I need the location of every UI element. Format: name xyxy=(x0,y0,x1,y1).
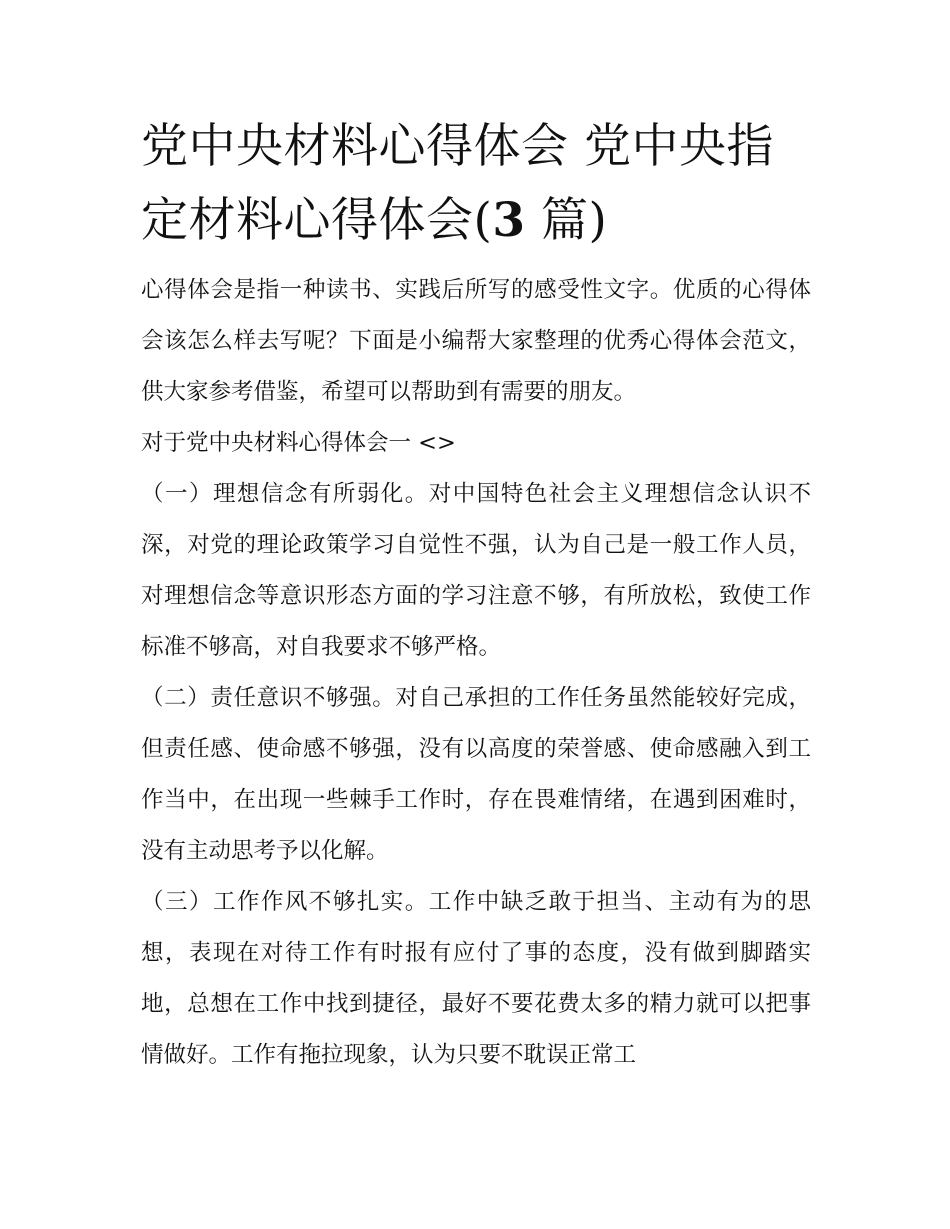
document-title xyxy=(141,110,811,258)
title-suffix: 篇) xyxy=(525,193,608,248)
document-body xyxy=(141,265,811,1081)
paragraph-responsibility: （二）责任意识不够强。对自己承担的工作任务虽然能较好完成，但责任感、使命感不够强，没有以高度的荣誉感、使命感融入到工作当中，在出现一些棘手工作时，存在畏难情绪，在遇到困难时，没有主动思考予以化解。 xyxy=(141,685,811,864)
section-heading: 对于党中央材料心得体会一 <> xyxy=(141,430,456,456)
paragraph-ideals: （一）理想信念有所弱化。对中国特色社会主义理想信念认识不深，对党的理论政策学习自觉性不强，认为自己是一般工作人员，对理想信念等意识形态方面的学习注意不够，有所放松，致使工作标准不够高，对自我要求不够严格。 xyxy=(141,481,811,660)
title-count: 3 xyxy=(492,193,526,248)
paragraph-work-style: （三）工作作风不够扎实。工作中缺乏敢于担当、主动有为的思想，表现在对待工作有时报有应付了事的态度，没有做到脚踏实地，总想在工作中找到捷径，最好不要花费太多的精力就可以把事情做好。工作有拖拉现象，认为只要不耽误正常工 xyxy=(141,889,811,1068)
document-page xyxy=(141,110,811,1081)
title-text: 党中央材料心得体会 党中央指定材料心得体会( xyxy=(141,119,774,248)
intro-paragraph: 心得体会是指一种读书、实践后所写的感受性文字。优质的心得体会该怎么样去写呢？下面是小编帮大家整理的优秀心得体会范文，供大家参考借鉴，希望可以帮助到有需要的朋友。 xyxy=(141,277,811,405)
